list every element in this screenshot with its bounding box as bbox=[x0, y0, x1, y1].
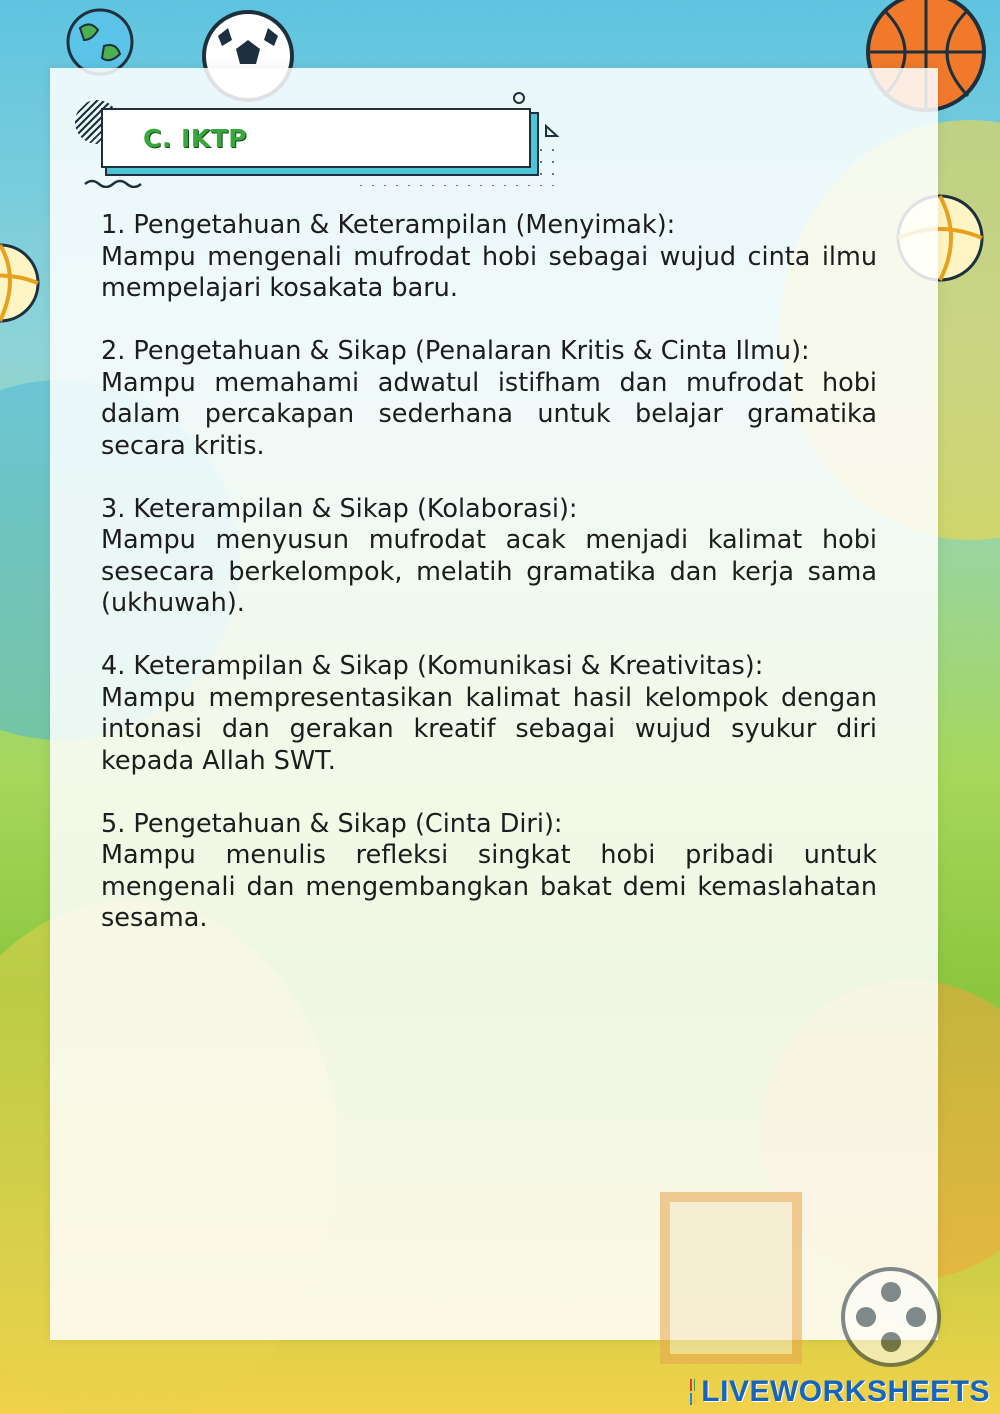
list-item bbox=[101, 336, 877, 462]
liveworksheets-logo[interactable] bbox=[690, 1374, 990, 1410]
list-item bbox=[101, 210, 877, 305]
item-title: 5. Pengetahuan & Sikap (Cinta Diri): bbox=[101, 808, 563, 839]
list-item bbox=[101, 651, 877, 777]
squiggle-decoration bbox=[83, 176, 143, 188]
item-title: 2. Pengetahuan & Sikap (Penalaran Kritis & Cinta Ilmu): bbox=[101, 336, 810, 366]
item-description: Mampu menulis refleksi singkat hobi pribadi untuk mengenali dan mengembangkan bakat demi kemaslahatan sesama. bbox=[101, 840, 877, 933]
item-description: Mampu mempresentasikan kalimat hasil kelompok dengan intonasi dan gerakan kreatif sebagai wujud syukur diri kepada Allah SWT. bbox=[101, 682, 877, 776]
triangle-icon bbox=[545, 124, 559, 138]
item-title: 4. Keterampilan & Sikap (Komunikasi & Kreativitas): bbox=[101, 651, 764, 681]
list-item bbox=[101, 809, 877, 935]
volleyball-icon bbox=[0, 238, 50, 328]
header-box bbox=[101, 108, 531, 168]
logo-text: LIVEWORKSHEETS bbox=[701, 1375, 990, 1408]
section-header bbox=[75, 92, 565, 192]
item-description: Mampu menyusun mufrodat acak menjadi kalimat hobi sesecara berkelompok, melatih gramatika dan kerja sama (ukhuwah). bbox=[101, 525, 877, 618]
section-title: C. IKTP bbox=[143, 124, 248, 153]
item-title: 3. Keterampilan & Sikap (Kolaborasi): bbox=[101, 493, 578, 524]
circle-decoration bbox=[513, 92, 525, 104]
film-reel-icon bbox=[836, 1262, 946, 1372]
picture-frame-decoration bbox=[660, 1192, 802, 1364]
logo-mark-icon bbox=[690, 1379, 695, 1405]
list-item bbox=[101, 494, 877, 620]
item-title: 1. Pengetahuan & Keterampilan (Menyimak): bbox=[101, 210, 676, 240]
iktp-list bbox=[101, 210, 877, 966]
item-description: Mampu mengenali mufrodat hobi sebagai wujud cinta ilmu mempelajari kosakata baru. bbox=[101, 241, 877, 303]
item-description: Mampu memahami adwatul istifham dan mufrodat hobi dalam percakapan sederhana untuk belajar gramatika secara kritis. bbox=[101, 367, 877, 461]
